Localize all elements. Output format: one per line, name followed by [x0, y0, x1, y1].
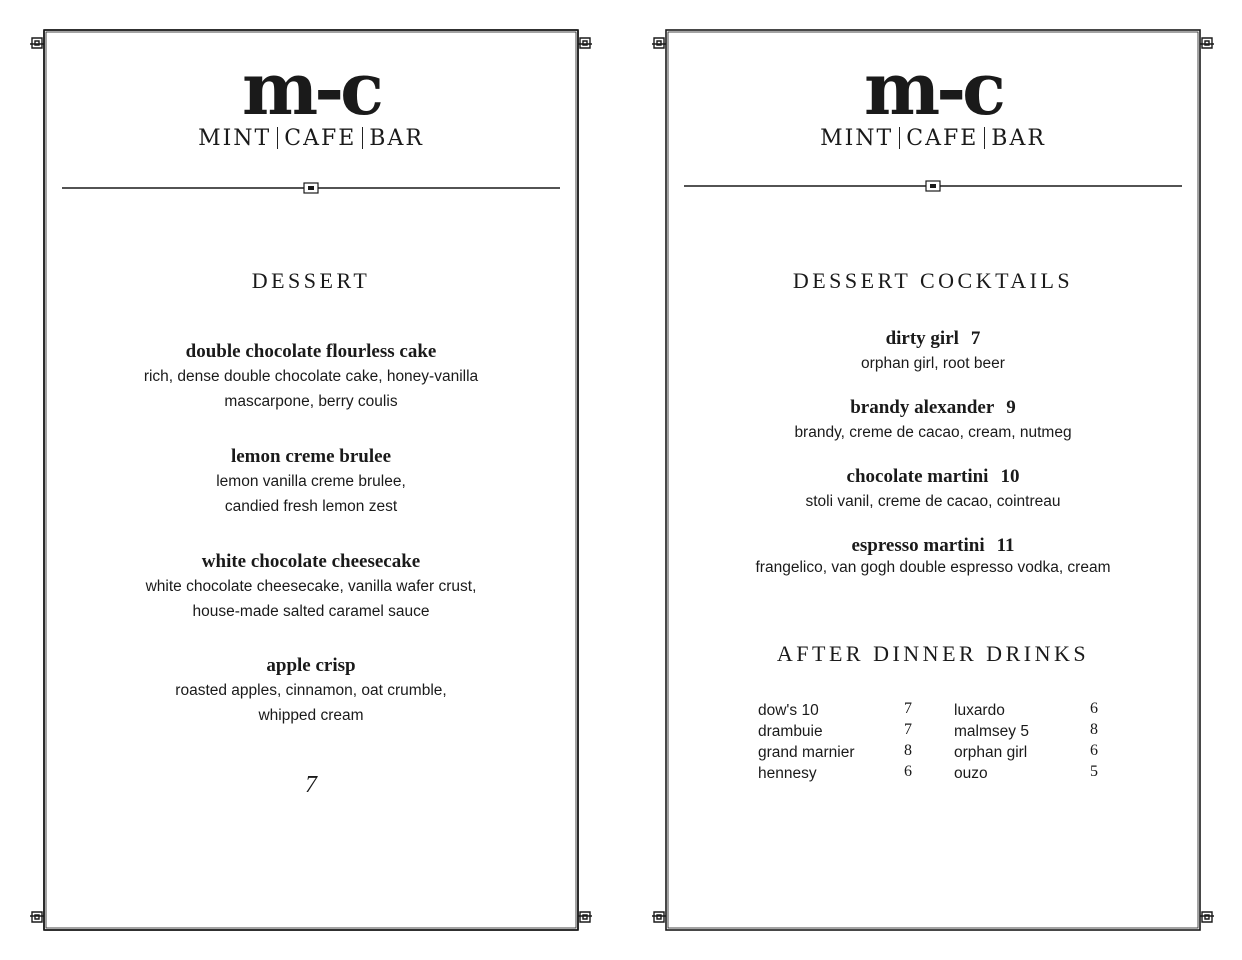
- brand-part-cafe: CAFE: [284, 126, 357, 151]
- cocktail-desc: frangelico, van gogh double espresso vodka, cream: [755, 559, 1111, 576]
- cocktail-desc: brandy, creme de cacao, cream, nutmeg: [794, 424, 1072, 441]
- brand-part-bar: BAR: [369, 126, 424, 151]
- dessert-item-desc: whipped cream: [258, 707, 364, 724]
- dessert-item: [28, 445, 594, 519]
- drink-price: 8: [904, 742, 912, 759]
- ornament-divider: [62, 180, 560, 196]
- after-dinner-list: [650, 700, 1216, 790]
- dessert-price: 7: [305, 772, 317, 798]
- cocktail-item: [650, 465, 1216, 514]
- drink-price: 6: [1090, 700, 1098, 717]
- brand-part-cafe: CAFE: [906, 126, 979, 151]
- dessert-item: [28, 340, 594, 414]
- cocktail-item: [650, 534, 1216, 578]
- drink-name: drambuie: [758, 723, 823, 740]
- after-dinner-title: AFTER DINNER DRINKS: [776, 641, 1090, 666]
- drink-price: 7: [904, 700, 912, 717]
- drink-name: grand marnier: [758, 744, 855, 761]
- brand-part-bar: BAR: [991, 126, 1046, 151]
- dessert-title: DESSERT: [251, 268, 371, 293]
- drink-name: luxardo: [954, 702, 1005, 719]
- drinks-menu-page: [650, 28, 1216, 932]
- brand-part-mint: MINT: [820, 126, 894, 151]
- drink-name: ouzo: [954, 765, 988, 782]
- cocktail-price: 11: [996, 535, 1015, 556]
- dessert-item-name: white chocolate cheesecake: [201, 551, 421, 572]
- cocktail-item: [650, 327, 1216, 376]
- dessert-item-desc: white chocolate cheesecake, vanilla wafer crust,: [145, 578, 477, 595]
- dessert-item-name: lemon creme brulee: [230, 446, 392, 467]
- dessert-item-name: double chocolate flourless cake: [185, 341, 437, 362]
- cocktail-name: dirty girl: [885, 328, 959, 349]
- mc-logo: [28, 58, 594, 124]
- brand-name: [28, 126, 594, 151]
- drink-price: 6: [904, 763, 912, 780]
- dessert-item-name: apple crisp: [266, 655, 356, 676]
- drink-name: hennesy: [758, 765, 817, 782]
- cocktail-name: espresso martini: [851, 535, 985, 556]
- svg-text:m-c: m-c: [242, 58, 380, 124]
- cocktail-desc: orphan girl, root beer: [861, 355, 1005, 372]
- svg-text:m-c: m-c: [864, 58, 1002, 124]
- cocktail-price: 7: [970, 328, 981, 349]
- dessert-item-desc: house-made salted caramel sauce: [192, 603, 430, 620]
- drink-name: dow's 10: [758, 702, 819, 719]
- ornament-divider: [684, 178, 1182, 194]
- brand-part-mint: MINT: [198, 126, 272, 151]
- drink-price: 6: [1090, 742, 1098, 759]
- cocktail-price: 10: [1000, 466, 1020, 487]
- dessert-item-desc: roasted apples, cinnamon, oat crumble,: [175, 682, 447, 699]
- cocktail-name: chocolate martini: [846, 466, 989, 487]
- dessert-item-desc: rich, dense double chocolate cake, honey-vanilla: [143, 368, 479, 385]
- drink-price: 8: [1090, 721, 1098, 738]
- cocktail-name: brandy alexander: [850, 397, 995, 418]
- drink-price: 7: [904, 721, 912, 738]
- cocktail-price: 9: [1006, 397, 1016, 418]
- mc-logo: [650, 58, 1216, 124]
- cocktails-title: DESSERT COCKTAILS: [792, 268, 1074, 293]
- drink-name: malmsey 5: [954, 723, 1029, 740]
- drink-price: 5: [1090, 763, 1098, 780]
- dessert-item-desc: lemon vanilla creme brulee,: [216, 473, 406, 490]
- brand-name: [650, 126, 1216, 151]
- drink-name: orphan girl: [954, 744, 1028, 761]
- dessert-item: [28, 654, 594, 728]
- cocktail-item: [650, 396, 1216, 445]
- dessert-item-desc: candied fresh lemon zest: [224, 498, 398, 515]
- dessert-item-desc: mascarpone, berry coulis: [224, 393, 398, 410]
- dessert-item: [28, 550, 594, 624]
- cocktail-desc: stoli vanil, creme de cacao, cointreau: [805, 493, 1061, 510]
- dessert-menu-page: [28, 28, 594, 932]
